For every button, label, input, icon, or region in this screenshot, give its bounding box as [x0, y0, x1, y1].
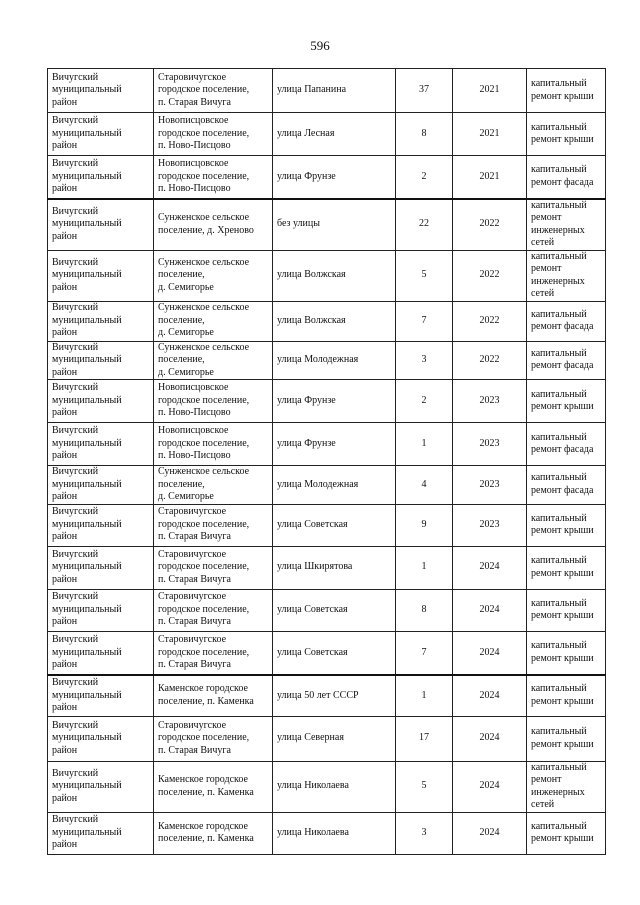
- year-cell: 2023: [453, 423, 527, 466]
- district-cell-line: Вичугский: [52, 677, 99, 688]
- street-cell: улица Шкирятова: [273, 546, 396, 589]
- work-type-cell-line: ремонт фасада: [531, 176, 594, 188]
- house-number-cell: 5: [396, 761, 453, 812]
- table-row: [48, 341, 606, 380]
- table-row: [48, 716, 606, 761]
- house-number-cell: 22: [396, 199, 453, 251]
- district-cell-line: муниципальный: [52, 561, 122, 573]
- work-type-cell-line: ремонт крыши: [531, 134, 594, 145]
- settlement-cell-line: п. Ново-Писцово: [158, 407, 231, 419]
- district-cell-line: муниципальный: [52, 603, 122, 615]
- work-type-cell: [527, 716, 606, 761]
- year-cell: 2021: [453, 156, 527, 199]
- district-cell: [48, 631, 154, 675]
- district-cell: [48, 761, 154, 812]
- district-cell: [48, 466, 154, 505]
- house-number-cell: 7: [396, 301, 453, 341]
- district-cell-line: муниципальный: [52, 646, 122, 658]
- street-cell: улица Фрунзе: [273, 156, 396, 199]
- table-row: [48, 199, 606, 251]
- house-number-cell: 1: [396, 546, 453, 589]
- district-cell-line: район: [52, 744, 78, 756]
- district-cell: [48, 812, 154, 854]
- district-cell: [48, 301, 154, 341]
- work-type-cell-line: ремонт крыши: [531, 652, 594, 664]
- district-cell-line: муниципальный: [52, 218, 122, 230]
- street-cell: улица Советская: [273, 589, 396, 631]
- settlement-cell-line: Сунженское сельское: [158, 256, 250, 268]
- work-type-cell-line: капитальный: [531, 121, 587, 133]
- table-row: [48, 546, 606, 589]
- settlement-cell-line: Сунженское сельское: [158, 302, 250, 314]
- settlement-cell-line: п. Ново-Писцово: [158, 450, 231, 462]
- district-cell-line: район: [52, 327, 78, 339]
- work-type-cell: [527, 301, 606, 341]
- district-cell-line: район: [52, 616, 78, 628]
- table-row: [48, 250, 606, 301]
- year-cell: 2023: [453, 466, 527, 505]
- settlement-cell-line: д. Семигорье: [158, 281, 214, 293]
- district-cell-line: Вичугский: [52, 302, 99, 314]
- work-type-cell-line: инженерных: [531, 275, 585, 287]
- settlement-cell-line: п. Старая Вичуга: [158, 531, 231, 543]
- table-row: [48, 589, 606, 631]
- district-cell: [48, 716, 154, 761]
- district-cell: [48, 250, 154, 301]
- district-cell: [48, 113, 154, 156]
- street-cell: улица Советская: [273, 631, 396, 675]
- work-type-cell-line: капитальный: [531, 78, 587, 89]
- work-type-cell-line: капитальный: [531, 199, 587, 211]
- work-type-cell-line: ремонт крыши: [531, 567, 594, 579]
- settlement-cell-line: Старовичугское: [158, 506, 227, 518]
- table-row: [48, 812, 606, 854]
- settlement-cell: [154, 250, 273, 301]
- work-type-cell-line: капитальный: [531, 512, 587, 524]
- district-cell-line: муниципальный: [52, 394, 122, 406]
- house-number-cell: 4: [396, 466, 453, 505]
- district-cell-line: район: [52, 792, 78, 804]
- year-cell: 2023: [453, 504, 527, 546]
- work-type-cell-line: капитальный: [531, 347, 587, 359]
- settlement-cell: [154, 675, 273, 716]
- district-cell-line: Вичугский: [52, 71, 99, 83]
- street-cell: улица Молодежная: [273, 341, 396, 380]
- settlement-cell-line: п. Ново-Писцово: [158, 140, 231, 152]
- settlement-cell: [154, 199, 273, 251]
- house-number-cell: 9: [396, 504, 453, 546]
- district-cell-line: муниципальный: [52, 354, 122, 365]
- settlement-cell: [154, 761, 273, 812]
- settlement-cell-line: п. Старая Вичуга: [158, 659, 231, 670]
- house-number-cell: 3: [396, 812, 453, 854]
- district-cell: [48, 423, 154, 466]
- year-cell: 2023: [453, 380, 527, 423]
- district-cell-line: Вичугский: [52, 506, 99, 518]
- work-type-cell-line: ремонт крыши: [531, 90, 594, 102]
- settlement-cell: [154, 341, 273, 380]
- street-cell: улица Молодежная: [273, 466, 396, 505]
- settlement-cell-line: п. Ново-Писцово: [158, 183, 231, 194]
- district-cell-line: район: [52, 659, 78, 670]
- year-cell: 2022: [453, 301, 527, 341]
- work-type-cell-line: инженерных: [531, 224, 585, 236]
- work-type-cell: [527, 341, 606, 380]
- district-cell-line: муниципальный: [52, 780, 122, 792]
- work-type-cell-line: ремонт крыши: [531, 833, 594, 844]
- house-number-cell: 2: [396, 380, 453, 423]
- work-type-cell-line: капитальный: [531, 820, 587, 832]
- settlement-cell-line: Каменское городское: [158, 683, 248, 695]
- district-cell-line: Вичугский: [52, 256, 99, 268]
- district-cell-line: район: [52, 407, 78, 419]
- settlement-cell-line: Новописцовское: [158, 115, 229, 127]
- district-cell-line: район: [52, 702, 78, 713]
- settlement-cell-line: Сунженское сельское: [158, 466, 250, 477]
- settlement-cell-line: Каменское городское: [158, 774, 248, 785]
- work-type-cell: [527, 156, 606, 199]
- work-type-cell-line: ремонт крыши: [531, 738, 594, 750]
- settlement-cell-line: Старовичугское: [158, 634, 227, 645]
- street-cell: без улицы: [273, 199, 396, 251]
- settlement-cell-line: Сунженское сельское: [158, 341, 250, 353]
- year-cell: 2021: [453, 69, 527, 113]
- house-number-cell: 8: [396, 589, 453, 631]
- settlement-cell: [154, 156, 273, 199]
- district-cell-line: район: [52, 140, 78, 152]
- settlement-cell-line: Каменское городское: [158, 820, 248, 832]
- table-row: [48, 113, 606, 156]
- settlement-cell-line: поселение,: [158, 269, 205, 281]
- district-cell-line: Вичугский: [52, 719, 99, 731]
- house-number-cell: 7: [396, 631, 453, 675]
- street-cell: улица Лесная: [273, 113, 396, 156]
- settlement-cell-line: п. Старая Вичуга: [158, 96, 231, 108]
- table-row: [48, 69, 606, 113]
- table-row: [48, 423, 606, 466]
- work-type-cell: [527, 466, 606, 505]
- settlement-cell-line: Старовичугское: [158, 71, 227, 83]
- district-cell: [48, 156, 154, 199]
- settlement-cell-line: поселение, п. Каменка: [158, 695, 254, 707]
- settlement-cell-line: п. Старая Вичуга: [158, 573, 231, 585]
- work-type-cell: [527, 675, 606, 716]
- street-cell: улица Волжская: [273, 250, 396, 301]
- district-cell: [48, 504, 154, 546]
- work-type-cell-line: ремонт фасада: [531, 321, 594, 332]
- year-cell: 2024: [453, 546, 527, 589]
- settlement-cell-line: поселение,: [158, 478, 205, 490]
- year-cell: 2024: [453, 812, 527, 854]
- work-type-cell-line: капитальный: [531, 250, 587, 262]
- district-cell-line: муниципальный: [52, 689, 122, 701]
- settlement-cell-line: п. Старая Вичуга: [158, 616, 231, 628]
- street-cell: улица Николаева: [273, 812, 396, 854]
- year-cell: 2022: [453, 199, 527, 251]
- settlement-cell-line: поселение,: [158, 314, 205, 326]
- district-cell-line: муниципальный: [52, 127, 122, 139]
- work-type-cell-line: ремонт: [531, 263, 562, 274]
- year-cell: 2022: [453, 341, 527, 380]
- district-cell-line: Вичугский: [52, 425, 99, 437]
- settlement-cell: [154, 69, 273, 113]
- district-cell-line: муниципальный: [52, 314, 122, 326]
- year-cell: 2021: [453, 113, 527, 156]
- work-type-cell-line: ремонт крыши: [531, 695, 594, 707]
- district-cell-line: Вичугский: [52, 591, 99, 603]
- settlement-cell: [154, 589, 273, 631]
- settlement-cell: [154, 812, 273, 854]
- work-type-cell-line: капитальный: [531, 164, 587, 176]
- settlement-cell-line: городское поселение,: [158, 603, 250, 615]
- house-number-cell: 17: [396, 716, 453, 761]
- year-cell: 2024: [453, 589, 527, 631]
- work-type-cell-line: ремонт: [531, 774, 562, 785]
- settlement-cell-line: п. Старая Вичуга: [158, 744, 231, 756]
- work-type-cell: [527, 380, 606, 423]
- work-type-cell: [527, 761, 606, 812]
- table-row: [48, 675, 606, 716]
- table-row: [48, 156, 606, 199]
- table-row: [48, 466, 606, 505]
- district-cell: [48, 199, 154, 251]
- settlement-cell-line: Сунженское сельское: [158, 212, 250, 223]
- street-cell: улица Северная: [273, 716, 396, 761]
- house-number-cell: 8: [396, 113, 453, 156]
- district-cell-line: район: [52, 96, 78, 108]
- district-cell-line: Вичугский: [52, 158, 99, 169]
- district-cell-line: район: [52, 450, 78, 462]
- district-cell-line: Вичугский: [52, 115, 99, 127]
- settlement-cell-line: Старовичугское: [158, 548, 227, 560]
- district-cell: [48, 589, 154, 631]
- settlement-cell-line: Новописцовское: [158, 382, 229, 394]
- settlement-cell-line: городское поселение,: [158, 394, 250, 406]
- house-number-cell: 2: [396, 156, 453, 199]
- street-cell: улица Николаева: [273, 761, 396, 812]
- work-type-cell: [527, 199, 606, 251]
- year-cell: 2024: [453, 761, 527, 812]
- district-cell-line: муниципальный: [52, 518, 122, 530]
- work-type-cell-line: капитальный: [531, 761, 587, 773]
- table-row: [48, 504, 606, 546]
- street-cell: улица 50 лет СССР: [273, 675, 396, 716]
- work-type-cell-line: капитальный: [531, 555, 587, 566]
- district-cell-line: муниципальный: [52, 269, 122, 281]
- district-cell-line: Вичугский: [52, 814, 99, 826]
- street-cell: улица Волжская: [273, 301, 396, 341]
- settlement-cell: [154, 546, 273, 589]
- year-cell: 2024: [453, 675, 527, 716]
- settlement-cell: [154, 423, 273, 466]
- page-number: 596: [310, 38, 330, 53]
- district-cell: [48, 69, 154, 113]
- year-cell: 2022: [453, 250, 527, 301]
- work-type-cell-line: сетей: [531, 237, 555, 248]
- table-row: [48, 301, 606, 341]
- work-type-cell: [527, 504, 606, 546]
- settlement-cell-line: городское поселение,: [158, 518, 250, 530]
- work-type-cell-line: капитальный: [531, 726, 587, 737]
- district-cell-line: район: [52, 531, 78, 543]
- house-number-cell: 37: [396, 69, 453, 113]
- house-number-cell: 3: [396, 341, 453, 380]
- house-number-cell: 1: [396, 423, 453, 466]
- district-cell-line: муниципальный: [52, 732, 122, 744]
- settlement-cell: [154, 301, 273, 341]
- district-cell-line: район: [52, 839, 78, 851]
- district-cell-line: Вичугский: [52, 341, 99, 353]
- settlement-cell-line: городское поселение,: [158, 732, 250, 744]
- district-cell-line: Вичугский: [52, 466, 99, 477]
- settlement-cell-line: д. Семигорье: [158, 366, 214, 378]
- work-type-cell-line: капитальный: [531, 472, 587, 484]
- district-cell-line: район: [52, 366, 78, 378]
- work-type-cell: [527, 546, 606, 589]
- settlement-cell-line: городское поселение,: [158, 437, 250, 449]
- settlement-cell: [154, 380, 273, 423]
- settlement-cell-line: городское поселение,: [158, 127, 250, 139]
- work-type-cell-line: капитальный: [531, 640, 587, 652]
- district-cell: [48, 380, 154, 423]
- settlement-cell-line: поселение, п. Каменка: [158, 833, 254, 844]
- year-cell: 2024: [453, 631, 527, 675]
- settlement-cell-line: д. Семигорье: [158, 327, 214, 339]
- district-cell-line: муниципальный: [52, 437, 122, 449]
- table-row: [48, 761, 606, 812]
- settlement-cell-line: поселение,: [158, 354, 205, 365]
- table-row: [48, 631, 606, 675]
- settlement-cell: [154, 466, 273, 505]
- district-cell-line: муниципальный: [52, 170, 122, 182]
- street-cell: улица Фрунзе: [273, 380, 396, 423]
- district-cell-line: Вичугский: [52, 548, 99, 560]
- settlement-cell-line: городское поселение,: [158, 646, 250, 658]
- work-type-cell-line: капитальный: [531, 597, 587, 609]
- district-cell-line: район: [52, 183, 78, 194]
- district-cell-line: Вичугский: [52, 205, 99, 217]
- settlement-cell-line: Новописцовское: [158, 425, 229, 437]
- work-type-cell: [527, 69, 606, 113]
- district-cell-line: район: [52, 573, 78, 585]
- work-type-cell-line: инженерных: [531, 786, 585, 798]
- district-cell-line: район: [52, 281, 78, 293]
- street-cell: улица Фрунзе: [273, 423, 396, 466]
- street-cell: улица Папанина: [273, 69, 396, 113]
- work-type-cell-line: ремонт фасада: [531, 360, 594, 372]
- settlement-cell-line: городское поселение,: [158, 170, 250, 182]
- settlement-cell: [154, 716, 273, 761]
- work-type-cell-line: сетей: [531, 799, 555, 810]
- district-cell: [48, 546, 154, 589]
- settlement-cell-line: поселение, п. Каменка: [158, 786, 254, 798]
- work-type-cell-line: ремонт фасада: [531, 444, 594, 455]
- district-cell-line: Вичугский: [52, 767, 99, 779]
- work-type-cell-line: капитальный: [531, 308, 587, 320]
- district-cell: [48, 675, 154, 716]
- work-type-cell: [527, 250, 606, 301]
- repair-schedule-table: [47, 68, 606, 855]
- work-type-cell: [527, 589, 606, 631]
- district-cell-line: муниципальный: [52, 826, 122, 838]
- district-cell-line: муниципальный: [52, 84, 122, 96]
- district-cell-line: Вичугский: [52, 382, 99, 394]
- settlement-cell: [154, 504, 273, 546]
- district-cell-line: район: [52, 230, 78, 242]
- work-type-cell: [527, 423, 606, 466]
- settlement-cell: [154, 631, 273, 675]
- work-type-cell-line: ремонт крыши: [531, 525, 594, 536]
- work-type-cell: [527, 812, 606, 854]
- street-cell: улица Советская: [273, 504, 396, 546]
- work-type-cell-line: капитальный: [531, 388, 587, 400]
- work-type-cell-line: ремонт крыши: [531, 401, 594, 412]
- work-type-cell-line: ремонт: [531, 212, 562, 223]
- settlement-cell-line: поселение, д. Хреново: [158, 224, 254, 236]
- work-type-cell-line: капитальный: [531, 431, 587, 443]
- settlement-cell-line: Новописцовское: [158, 158, 229, 169]
- settlement-cell-line: Старовичугское: [158, 719, 227, 731]
- district-cell-line: район: [52, 491, 78, 502]
- house-number-cell: 1: [396, 675, 453, 716]
- work-type-cell-line: ремонт фасада: [531, 484, 594, 496]
- settlement-cell: [154, 113, 273, 156]
- district-cell-line: муниципальный: [52, 478, 122, 490]
- table-row: [48, 380, 606, 423]
- work-type-cell-line: сетей: [531, 288, 555, 299]
- work-type-cell: [527, 631, 606, 675]
- house-number-cell: 5: [396, 250, 453, 301]
- settlement-cell-line: городское поселение,: [158, 84, 250, 96]
- work-type-cell-line: капитальный: [531, 683, 587, 695]
- settlement-cell-line: д. Семигорье: [158, 491, 214, 502]
- work-type-cell: [527, 113, 606, 156]
- settlement-cell-line: городское поселение,: [158, 561, 250, 573]
- settlement-cell-line: Старовичугское: [158, 591, 227, 603]
- year-cell: 2024: [453, 716, 527, 761]
- district-cell-line: Вичугский: [52, 634, 99, 645]
- district-cell: [48, 341, 154, 380]
- work-type-cell-line: ремонт крыши: [531, 610, 594, 621]
